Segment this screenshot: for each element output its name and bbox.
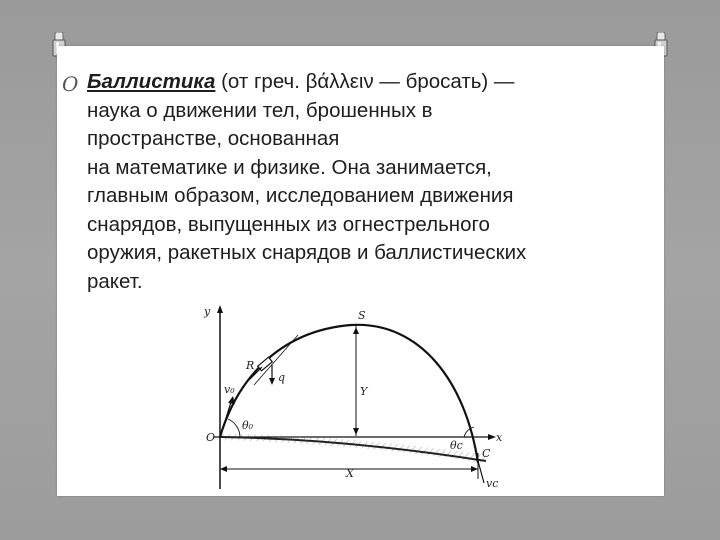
y-axis-arrow <box>217 305 223 313</box>
text-line: наука о движении тел, брошенных в <box>87 98 433 122</box>
text-line: главным образом, исследованием движения <box>87 184 514 207</box>
definition-text <box>62 68 652 296</box>
impact-velocity-vector <box>478 461 484 483</box>
y-axis-label: y <box>204 305 211 318</box>
x-axis-arrow <box>488 434 496 440</box>
drag-label: R <box>246 359 255 372</box>
text-line: ракет. <box>87 269 143 293</box>
tangent-line <box>254 335 298 385</box>
impact-angle-label: θc <box>450 439 463 452</box>
bullet-icon: O <box>62 72 79 96</box>
initial-velocity-label: v₀ <box>224 383 235 396</box>
text-line: оружия, ракетных снарядов и баллистических <box>87 241 527 264</box>
text-line: пространстве, основанная <box>87 127 340 150</box>
definition-paragraph <box>87 68 652 296</box>
range-arrow-left <box>220 466 227 472</box>
initial-angle-label: θ₀ <box>242 419 254 432</box>
x-axis-label: x <box>496 431 503 444</box>
text-line: (от греч. βάλλειν — бросать) — <box>215 70 515 93</box>
impact-point-label: C <box>482 447 491 460</box>
term-ballistics: Баллистика <box>87 70 216 93</box>
first-line <box>87 68 652 97</box>
trajectory-diagram <box>196 303 508 491</box>
impact-velocity-label: vc <box>486 477 499 490</box>
weight-arrow <box>269 378 275 385</box>
initial-velocity-arrow <box>228 396 235 404</box>
height-arrow-top <box>353 327 359 334</box>
apex-label: S <box>358 309 366 322</box>
text-line: снарядов, выпущенных из огнестрельного <box>87 212 490 236</box>
range-arrow-right <box>471 466 478 472</box>
height-label: Y <box>360 385 368 398</box>
range-label: X <box>346 467 354 480</box>
weight-label: q <box>278 371 286 384</box>
origin-label: O <box>206 431 216 444</box>
height-arrow-bottom <box>353 428 359 435</box>
initial-velocity-vector <box>220 399 232 437</box>
text-line: на математике и физике. Она занимается, <box>87 155 492 179</box>
